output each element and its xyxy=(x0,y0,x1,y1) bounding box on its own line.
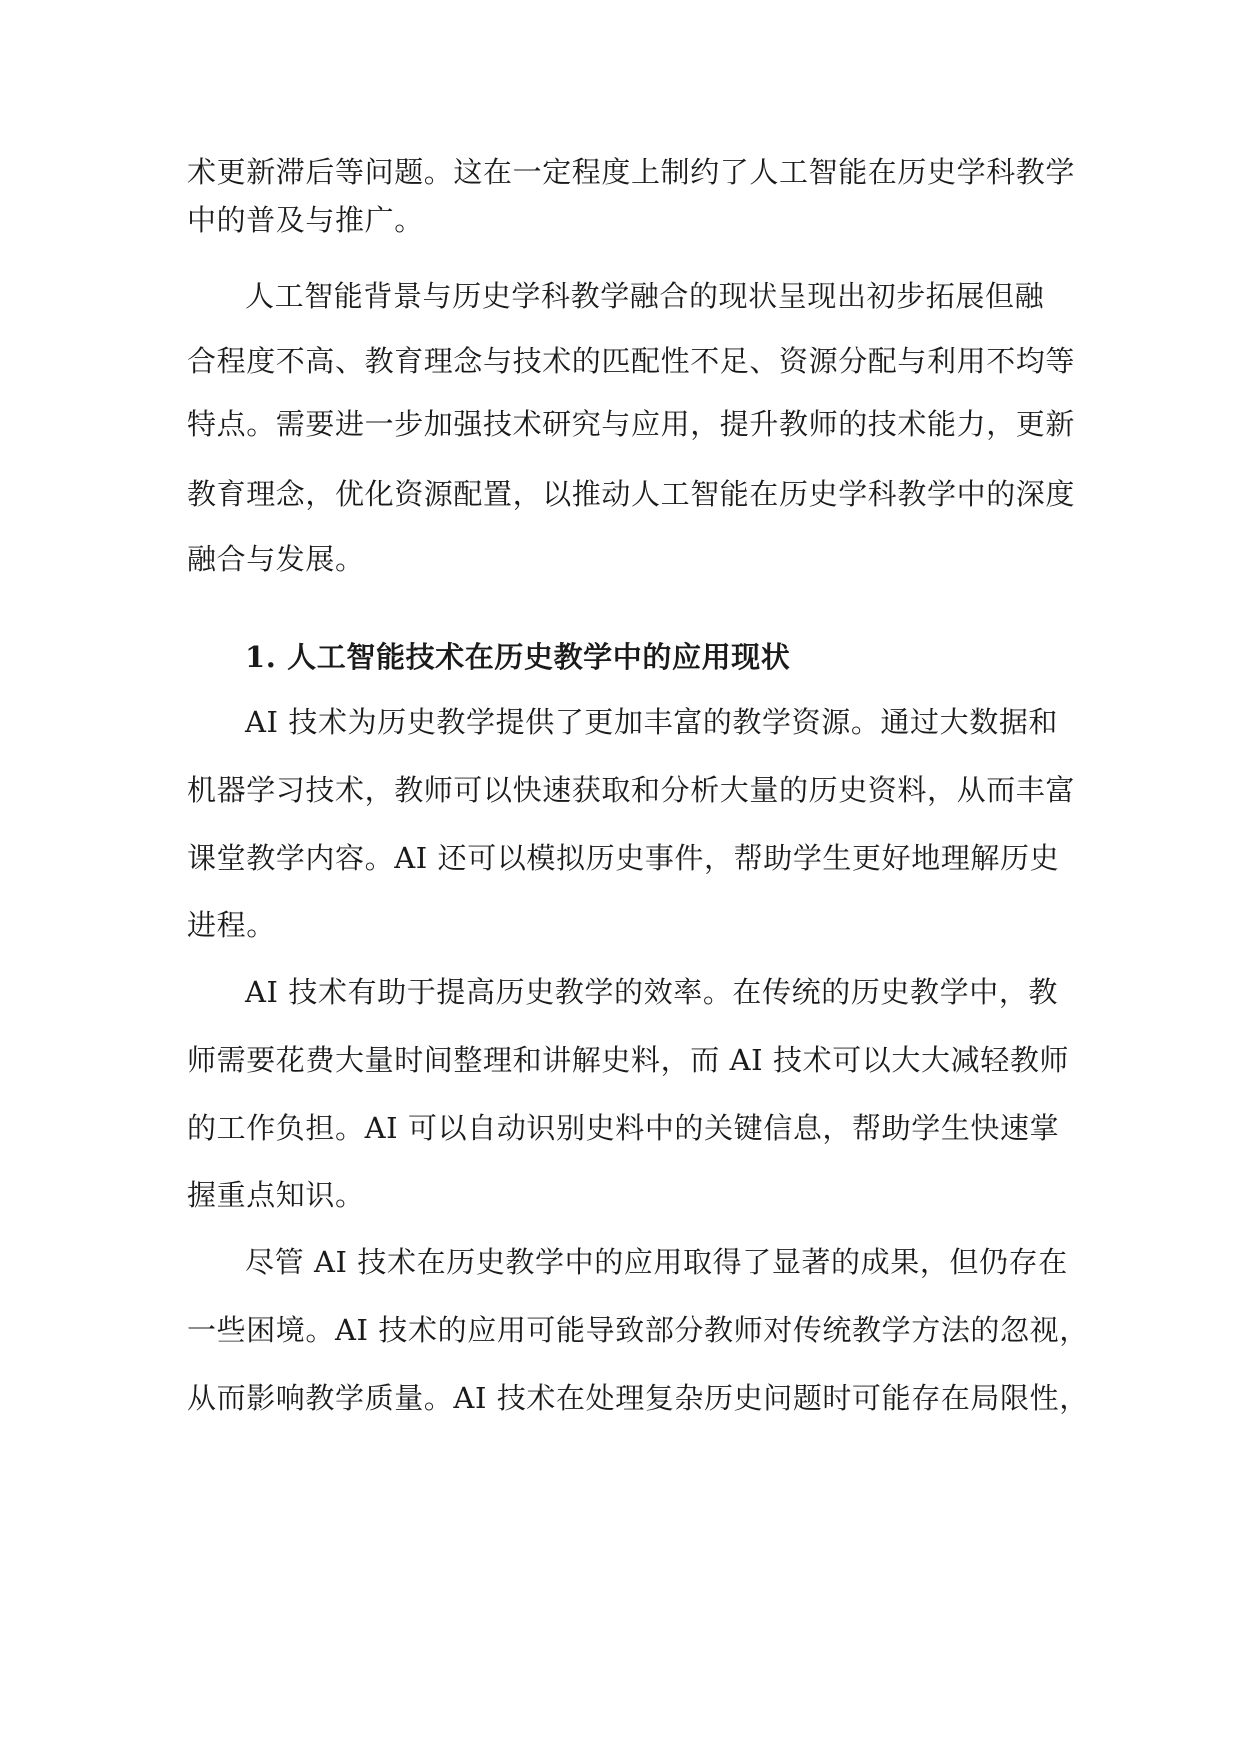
paragraph-line: 一些困境。AI 技术的应用可能导致部分教师对传统教学方法的忽视， xyxy=(187,1313,1089,1347)
paragraph-line: 教育理念，优化资源配置，以推动人工智能在历史学科教学中的深度 xyxy=(187,477,1076,511)
paragraph-line: 进程。 xyxy=(187,908,276,942)
paragraph-line: 中的普及与推广。 xyxy=(187,203,424,237)
paragraph-line: 课堂教学内容。AI 还可以模拟历史事件，帮助学生更好地理解历史 xyxy=(187,841,1060,875)
paragraph-line: 融合与发展。 xyxy=(187,542,365,576)
paragraph-line: 握重点知识。 xyxy=(187,1178,365,1212)
paragraph-line: 特点。需要进一步加强技术研究与应用，提升教师的技术能力，更新 xyxy=(187,407,1076,441)
paragraph-line: 术更新滞后等问题。这在一定程度上制约了人工智能在历史学科教学 xyxy=(187,155,1076,189)
paragraph-line: 从而影响教学质量。AI 技术在处理复杂历史问题时可能存在局限性， xyxy=(187,1381,1089,1415)
section-heading: 1. 人工智能技术在历史教学中的应用现状 xyxy=(245,640,791,674)
paragraph-line: 机器学习技术，教师可以快速获取和分析大量的历史资料，从而丰富 xyxy=(187,773,1076,807)
paragraph-line: AI 技术有助于提高历史教学的效率。在传统的历史教学中，教 xyxy=(245,975,1059,1009)
paragraph-line: 人工智能背景与历史学科教学融合的现状呈现出初步拓展但融 xyxy=(245,279,1045,313)
paragraph-line: 师需要花费大量时间整理和讲解史料，而 AI 技术可以大大减轻教师 xyxy=(187,1043,1070,1077)
paragraph-line: 的工作负担。AI 可以自动识别史料中的关键信息，帮助学生快速掌 xyxy=(187,1111,1060,1145)
paragraph-line: 合程度不高、教育理念与技术的匹配性不足、资源分配与利用不均等 xyxy=(187,344,1076,378)
paragraph-line: AI 技术为历史教学提供了更加丰富的教学资源。通过大数据和 xyxy=(245,705,1059,739)
paragraph-line: 尽管 AI 技术在历史教学中的应用取得了显著的成果，但仍存在 xyxy=(245,1245,1068,1279)
